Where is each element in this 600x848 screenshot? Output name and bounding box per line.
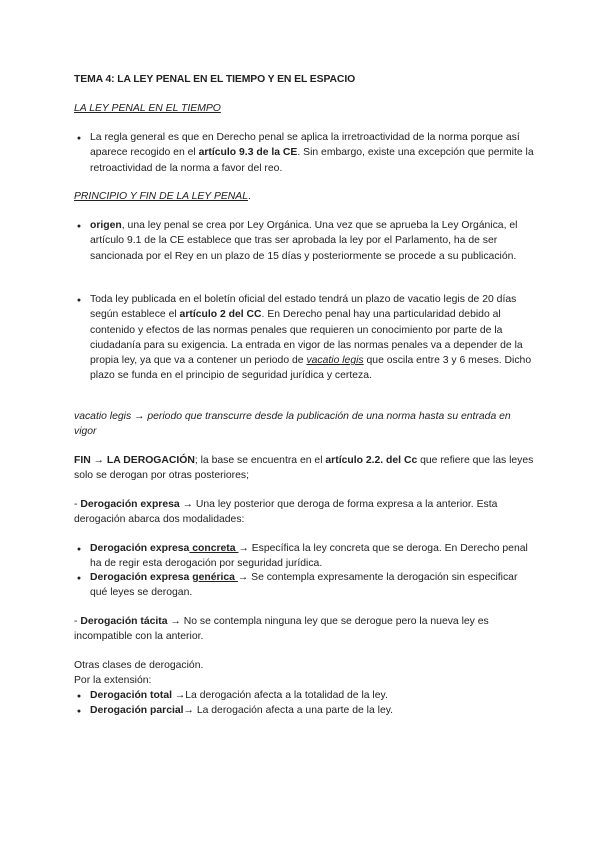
bullet-derogacion-generica — [90, 570, 534, 601]
section-heading-tiempo-text: LA LEY PENAL EN EL TIEMPO — [74, 103, 221, 114]
bullet-vacatio-legis — [90, 292, 534, 384]
derogacion-tacita-paragraph: - Derogación tácita → No se contempla ninguna ley que se derogue pero la nueva ley es incompatible con la anterior. — [74, 616, 489, 643]
bullet-vacatio-legis-text: Toda ley publicada en el boletín oficial del estado tendrá un plazo de vacatio legis de 20 días según establece el artículo 2 del CC. En Derecho penal hay una particularidad debido al contenido y efectos de las normas penales que requieren un conocimiento por parte de la ciudadanía para su exigencia. La entrada en vigor de las normas penales va a depender de la propia ley, ya que va a contener un periodo de vacatio legis que oscila entre 3 y 6 meses. Dicho plazo se funda en el principio de seguridad jurídica y certeza. — [90, 294, 532, 382]
section-heading-principio-text: PRINCIPIO Y FIN DE LA LEY PENAL — [74, 191, 249, 202]
bullet-derogacion-generica-text: Derogación expresa genérica → Se contempla expresamente la derogación sin especificar qué leyes se derogan. — [90, 572, 518, 599]
vacatio-legis-definition: vacatio legis → periodo que transcurre desde la publicación de una norma hasta su entrada en vigor — [74, 411, 511, 438]
bullet-origen-text: origen, una ley penal se crea por Ley Orgánica. Una vez que se aprueba la Ley Orgánica, el artículo 9.1 de la CE establece que tras ser aprobada la ley por el Parlamento, ha de ser sancionada por el Rey en un plazo de 15 días y posteriormente se procede a su publicación. — [90, 220, 518, 262]
section-heading-tiempo — [74, 101, 534, 116]
fin-derogacion-paragraph: FIN → LA DEROGACIÓN; la base se encuentra en el artículo 2.2. del Cc que refiere que las leyes solo se derogan por otras posteriores; — [74, 455, 534, 482]
otras-clases-line: Otras clases de derogación. — [74, 660, 204, 671]
bullet-dot-icon — [74, 218, 84, 234]
derogacion-expresa-paragraph: - Derogación expresa → Una ley posterior que deroga de forma expresa a la anterior. Esta derogación abarca dos modalidades: — [74, 499, 498, 526]
bullet-dot-icon — [74, 541, 84, 557]
bullet-irretroactividad-text: La regla general es que en Derecho penal se aplica la irretroactividad de la norma porque así aparece recogido en el artículo 9.3 de la CE. Sin embargo, existe una excepción que permite la retroactividad de la norma a favor del reo. — [90, 132, 534, 174]
bullet-irretroactividad — [90, 130, 534, 176]
bullet-derogacion-parcial-text: Derogación parcial→ La derogación afecta a una parte de la ley. — [90, 705, 394, 716]
bullet-derogacion-total — [90, 688, 534, 703]
bullet-derogacion-concreta-text: Derogación expresa concreta → Específica la ley concreta que se deroga. En Derecho penal ha de regir esta derogación por seguridad jurídica. — [90, 543, 528, 570]
bullet-origen — [90, 218, 534, 264]
bullet-derogacion-total-text: Derogación total →La derogación afecta a la totalidad de la ley. — [90, 690, 388, 701]
bullet-derogacion-concreta — [90, 541, 534, 572]
bullet-dot-icon — [74, 130, 84, 146]
document-title: TEMA 4: LA LEY PENAL EN EL TIEMPO Y EN EL ESPACIO — [74, 74, 356, 85]
bullet-dot-icon — [74, 688, 84, 704]
bullet-derogacion-parcial — [90, 703, 534, 718]
bullet-dot-icon — [74, 292, 84, 308]
section-heading-principio: PRINCIPIO Y FIN DE LA LEY PENAL. — [74, 191, 251, 202]
bullet-dot-icon — [74, 703, 84, 719]
bullet-dot-icon — [74, 570, 84, 586]
por-extension-line: Por la extensión: — [74, 675, 152, 686]
